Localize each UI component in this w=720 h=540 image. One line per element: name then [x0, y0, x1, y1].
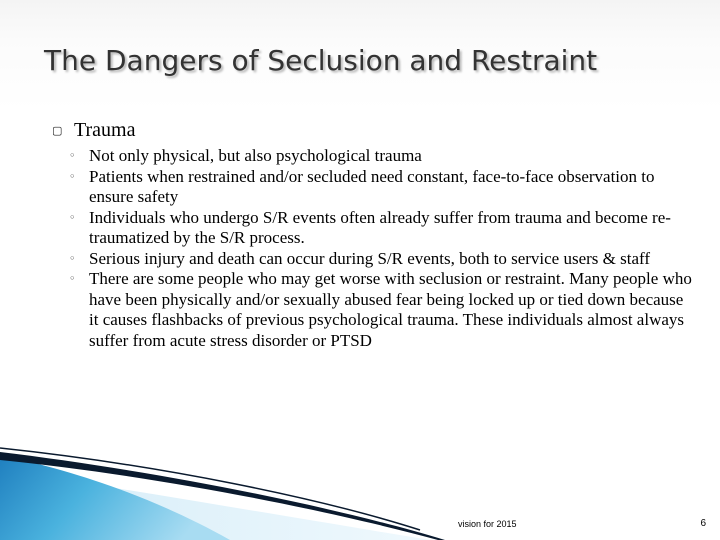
swoosh-blue-wedge [0, 455, 230, 540]
sub-bullet-item [69, 146, 692, 167]
square-bullet-icon: ▢ [52, 124, 63, 137]
circle-bullet-icon: ◦ [69, 169, 76, 183]
sub-bullet-text: Patients when restrained and/or secluded need constant, face-to-face observation to ensure safety [89, 166, 655, 206]
sub-bullet-text: Serious injury and death can occur during S/R events, both to service users & staff [89, 248, 651, 268]
slide-content [52, 118, 692, 351]
footer-text: vision for 2015 [458, 519, 517, 529]
circle-bullet-icon: ◦ [69, 272, 76, 285]
sub-bullet-item [69, 208, 692, 249]
circle-bullet-icon: ◦ [69, 251, 76, 265]
slide-title: The Dangers of Seclusion and Restraint [44, 44, 598, 77]
main-bullet-text: Trauma [74, 119, 136, 141]
sub-bullet-item [69, 249, 692, 270]
sub-bullet-text: There are some people who may get worse with seclusion or restraint. Many people who have been physically and/or sexually abused fear being locked up or tied down because it causes flashbacks of previous psychological trauma. These individuals almost always suffer from acute stress disorder or PTSD [89, 269, 692, 350]
page-number: 6 [700, 518, 706, 529]
sub-bullet-text: Individuals who undergo S/R events often already suffer from trauma and become re-traumatized by the S/R process. [89, 207, 671, 247]
circle-bullet-icon: ◦ [69, 210, 76, 224]
sub-bullet-item [69, 269, 692, 351]
swoosh-dark-line [0, 452, 445, 540]
swoosh-light-band [0, 470, 430, 540]
sub-bullet-list [52, 146, 692, 351]
circle-bullet-icon: ◦ [69, 149, 76, 162]
swoosh-dark-line-thin [0, 448, 420, 530]
sub-bullet-item [69, 167, 692, 208]
sub-bullet-text: Not only physical, but also psychological trauma [89, 146, 422, 165]
main-bullet-item [52, 118, 692, 142]
